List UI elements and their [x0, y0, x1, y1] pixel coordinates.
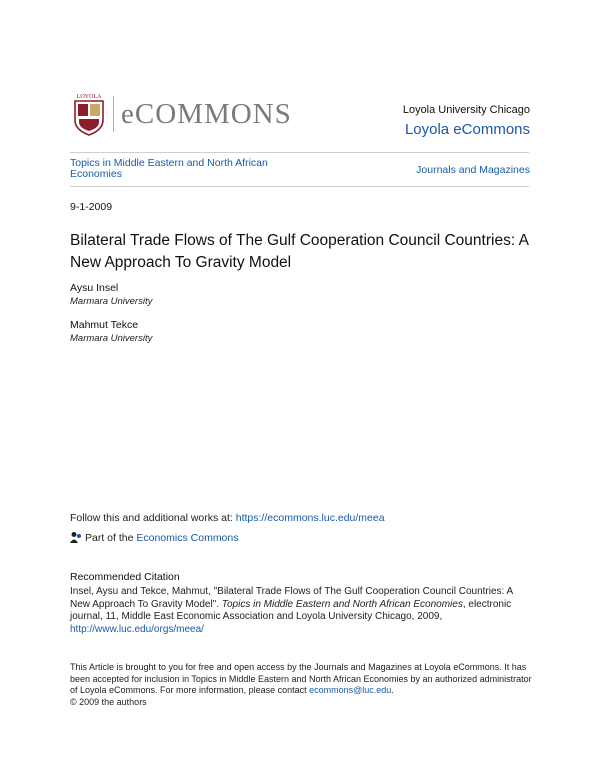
contact-email-link[interactable]: ecommons@luc.edu — [309, 685, 392, 695]
svg-text:LOYOLA: LOYOLA — [76, 94, 102, 100]
follow-line — [70, 512, 385, 524]
follow-prefix: Follow this and additional works at: — [70, 512, 236, 524]
journals-magazines-link[interactable]: Journals and Magazines — [416, 164, 530, 176]
loyola-shield-logo — [71, 92, 107, 136]
divider-bottom — [70, 186, 529, 187]
author-affiliation: Marmara University — [70, 296, 153, 307]
citation-text-part2: , electronic journal, 11, Middle East Economic Association and Loyola University Chicago, 2009, — [70, 598, 512, 622]
ecommons-logo-text: eCOMMONS — [121, 98, 292, 130]
network-people-icon — [70, 531, 82, 543]
collection-url-link[interactable]: https://ecommons.luc.edu/meea — [235, 512, 385, 524]
article-title: Bilateral Trade Flows of The Gulf Cooperation Council Countries: A New Approach To Gravity Model — [70, 232, 529, 271]
divider-top — [70, 152, 529, 153]
citation-heading: Recommended Citation — [70, 571, 180, 583]
author-name: Mahmut Tekce — [70, 319, 139, 331]
author-affiliation: Marmara University — [70, 333, 153, 344]
logo-divider — [113, 96, 114, 132]
notice-period: . — [391, 685, 394, 695]
publication-date: 9-1-2009 — [70, 201, 113, 213]
citation-text — [70, 586, 532, 636]
access-notice — [70, 662, 532, 708]
copyright-text: © 2009 the authors — [70, 696, 147, 707]
economics-commons-link[interactable]: Economics Commons — [136, 532, 239, 544]
loyola-ecommons-link[interactable]: Loyola eCommons — [404, 121, 530, 138]
citation-url-link[interactable]: http://www.luc.edu/orgs/meea/ — [70, 623, 204, 635]
author-name: Aysu Insel — [70, 282, 119, 294]
part-of-line — [70, 531, 239, 544]
citation-text-part1: Insel, Aysu and Tekce, Mahmut, "Bilateral Trade Flows of The Gulf Cooperation Council Countries: A New Approach To Gravity Model". — [70, 586, 513, 610]
part-of-prefix: Part of the — [85, 532, 137, 544]
series-link[interactable]: Topics in Middle Eastern and North African Economies — [70, 157, 268, 180]
university-name: Loyola University Chicago — [402, 104, 530, 116]
notice-text: This Article is brought to you for free and open access by the Journals and Magazines at Loyola eCommons. It has been accepted for inclusion in Topics in Middle Eastern and North African Economies by an authorized administrator of Loyola eCommons. For more information, please contact — [70, 662, 532, 695]
citation-journal: Topics in Middle Eastern and North African Economies — [221, 598, 463, 610]
